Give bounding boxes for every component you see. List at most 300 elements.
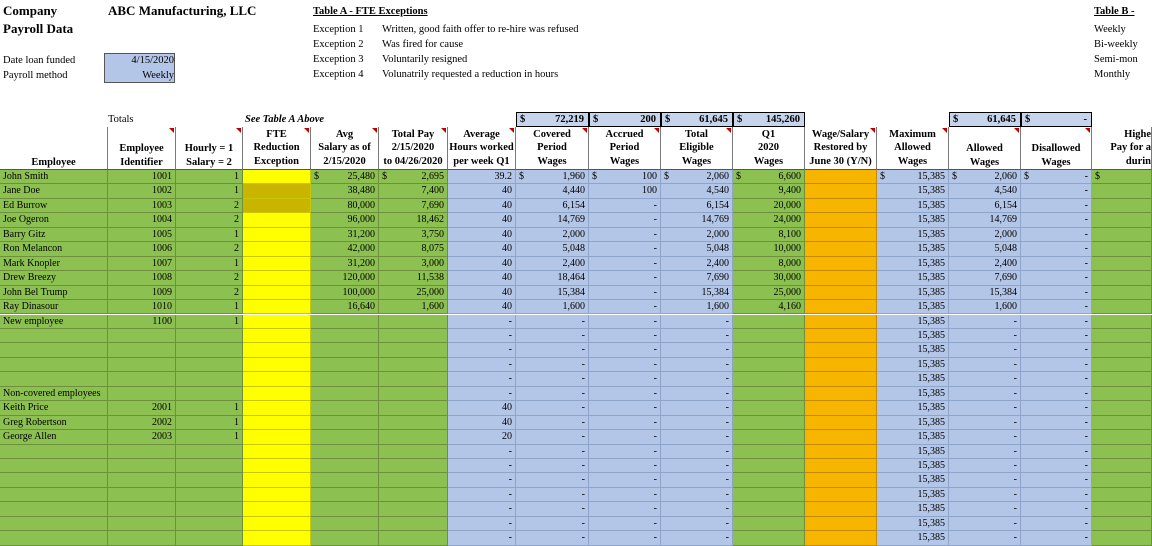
cell-max[interactable]	[877, 387, 949, 401]
cell-id[interactable]	[108, 387, 176, 401]
cell-disallowed[interactable]	[1021, 228, 1092, 242]
cell-covered[interactable]	[516, 473, 589, 487]
cell-name[interactable]	[0, 199, 108, 213]
cell-pay[interactable]	[379, 445, 448, 459]
cell-max[interactable]	[877, 488, 949, 502]
cell-hs[interactable]	[176, 257, 243, 271]
cell-higher[interactable]	[1092, 531, 1152, 545]
cell-fte[interactable]	[243, 315, 311, 329]
cell-allowed[interactable]	[949, 286, 1021, 300]
cell-covered[interactable]	[516, 416, 589, 430]
cell-q1[interactable]	[733, 358, 805, 372]
cell-allowed[interactable]	[949, 488, 1021, 502]
cell-salary[interactable]	[311, 401, 379, 415]
cell-q1[interactable]	[733, 430, 805, 444]
cell-id[interactable]	[108, 170, 176, 184]
cell-fte[interactable]	[243, 242, 311, 256]
cell-hs[interactable]	[176, 387, 243, 401]
cell-fte[interactable]	[243, 343, 311, 357]
cell-salary[interactable]	[311, 502, 379, 516]
cell-disallowed[interactable]	[1021, 358, 1092, 372]
cell-max[interactable]	[877, 271, 949, 285]
cell-disallowed[interactable]	[1021, 315, 1092, 329]
cell-covered[interactable]	[516, 184, 589, 198]
cell-pay[interactable]	[379, 315, 448, 329]
cell-accrued[interactable]	[589, 445, 661, 459]
cell-id[interactable]	[108, 228, 176, 242]
cell-eligible[interactable]	[661, 343, 733, 357]
cell-salary[interactable]	[311, 170, 379, 184]
cell-disallowed[interactable]	[1021, 329, 1092, 343]
cell-hours[interactable]	[448, 358, 516, 372]
cell-name[interactable]	[0, 170, 108, 184]
cell-fte[interactable]	[243, 358, 311, 372]
cell-pay[interactable]	[379, 473, 448, 487]
cell-salary[interactable]	[311, 228, 379, 242]
cell-q1[interactable]	[733, 257, 805, 271]
cell-pay[interactable]	[379, 329, 448, 343]
cell-hours[interactable]	[448, 329, 516, 343]
cell-accrued[interactable]	[589, 387, 661, 401]
cell-higher[interactable]	[1092, 300, 1152, 314]
cell-fte[interactable]	[243, 401, 311, 415]
cell-name[interactable]	[0, 315, 108, 329]
cell-higher[interactable]	[1092, 416, 1152, 430]
cell-covered[interactable]	[516, 517, 589, 531]
cell-q1[interactable]	[733, 199, 805, 213]
cell-hours[interactable]	[448, 473, 516, 487]
cell-restored[interactable]	[805, 170, 877, 184]
cell-accrued[interactable]	[589, 343, 661, 357]
cell-restored[interactable]	[805, 184, 877, 198]
cell-disallowed[interactable]	[1021, 430, 1092, 444]
cell-covered[interactable]	[516, 488, 589, 502]
cell-accrued[interactable]	[589, 170, 661, 184]
cell-allowed[interactable]	[949, 473, 1021, 487]
cell-q1[interactable]	[733, 184, 805, 198]
cell-allowed[interactable]	[949, 358, 1021, 372]
cell-hs[interactable]	[176, 199, 243, 213]
cell-name[interactable]	[0, 531, 108, 545]
cell-accrued[interactable]	[589, 286, 661, 300]
cell-eligible[interactable]	[661, 358, 733, 372]
cell-eligible[interactable]	[661, 517, 733, 531]
cell-fte[interactable]	[243, 372, 311, 386]
cell-name[interactable]	[0, 372, 108, 386]
cell-disallowed[interactable]	[1021, 459, 1092, 473]
cell-max[interactable]	[877, 315, 949, 329]
cell-higher[interactable]	[1092, 430, 1152, 444]
cell-disallowed[interactable]	[1021, 502, 1092, 516]
cell-allowed[interactable]	[949, 387, 1021, 401]
cell-eligible[interactable]	[661, 213, 733, 227]
cell-hs[interactable]	[176, 286, 243, 300]
cell-hours[interactable]	[448, 213, 516, 227]
cell-hs[interactable]	[176, 213, 243, 227]
cell-fte[interactable]	[243, 488, 311, 502]
cell-accrued[interactable]	[589, 329, 661, 343]
cell-eligible[interactable]	[661, 329, 733, 343]
cell-higher[interactable]	[1092, 271, 1152, 285]
cell-disallowed[interactable]	[1021, 257, 1092, 271]
cell-q1[interactable]	[733, 416, 805, 430]
cell-restored[interactable]	[805, 199, 877, 213]
cell-hs[interactable]	[176, 416, 243, 430]
cell-accrued[interactable]	[589, 184, 661, 198]
cell-higher[interactable]	[1092, 387, 1152, 401]
cell-hs[interactable]	[176, 531, 243, 545]
cell-allowed[interactable]	[949, 531, 1021, 545]
cell-covered[interactable]	[516, 228, 589, 242]
cell-pay[interactable]	[379, 184, 448, 198]
cell-disallowed[interactable]	[1021, 445, 1092, 459]
cell-higher[interactable]	[1092, 213, 1152, 227]
cell-pay[interactable]	[379, 358, 448, 372]
cell-id[interactable]	[108, 271, 176, 285]
cell-salary[interactable]	[311, 315, 379, 329]
cell-hours[interactable]	[448, 170, 516, 184]
cell-pay[interactable]	[379, 300, 448, 314]
cell-q1[interactable]	[733, 502, 805, 516]
cell-higher[interactable]	[1092, 315, 1152, 329]
cell-covered[interactable]	[516, 445, 589, 459]
cell-hs[interactable]	[176, 329, 243, 343]
cell-accrued[interactable]	[589, 430, 661, 444]
cell-allowed[interactable]	[949, 228, 1021, 242]
cell-max[interactable]	[877, 416, 949, 430]
cell-higher[interactable]	[1092, 488, 1152, 502]
cell-hs[interactable]	[176, 517, 243, 531]
cell-hours[interactable]	[448, 228, 516, 242]
cell-hs[interactable]	[176, 401, 243, 415]
cell-q1[interactable]	[733, 286, 805, 300]
cell-name[interactable]	[0, 343, 108, 357]
cell-allowed[interactable]	[949, 257, 1021, 271]
cell-id[interactable]	[108, 416, 176, 430]
cell-accrued[interactable]	[589, 257, 661, 271]
cell-id[interactable]	[108, 445, 176, 459]
cell-restored[interactable]	[805, 242, 877, 256]
cell-higher[interactable]	[1092, 401, 1152, 415]
cell-accrued[interactable]	[589, 531, 661, 545]
cell-hours[interactable]	[448, 387, 516, 401]
cell-hs[interactable]	[176, 271, 243, 285]
cell-disallowed[interactable]	[1021, 300, 1092, 314]
cell-hs[interactable]	[176, 184, 243, 198]
cell-eligible[interactable]	[661, 430, 733, 444]
cell-hours[interactable]	[448, 315, 516, 329]
cell-hours[interactable]	[448, 257, 516, 271]
cell-hs[interactable]	[176, 502, 243, 516]
cell-allowed[interactable]	[949, 213, 1021, 227]
cell-hs[interactable]	[176, 372, 243, 386]
cell-max[interactable]	[877, 228, 949, 242]
cell-covered[interactable]	[516, 271, 589, 285]
cell-allowed[interactable]	[949, 242, 1021, 256]
cell-accrued[interactable]	[589, 228, 661, 242]
cell-covered[interactable]	[516, 430, 589, 444]
cell-higher[interactable]	[1092, 343, 1152, 357]
cell-higher[interactable]	[1092, 517, 1152, 531]
cell-restored[interactable]	[805, 416, 877, 430]
cell-eligible[interactable]	[661, 184, 733, 198]
cell-hours[interactable]	[448, 242, 516, 256]
cell-accrued[interactable]	[589, 213, 661, 227]
cell-pay[interactable]	[379, 387, 448, 401]
cell-salary[interactable]	[311, 213, 379, 227]
cell-fte[interactable]	[243, 502, 311, 516]
cell-pay[interactable]	[379, 257, 448, 271]
cell-max[interactable]	[877, 473, 949, 487]
cell-q1[interactable]	[733, 531, 805, 545]
cell-accrued[interactable]	[589, 300, 661, 314]
cell-hours[interactable]	[448, 502, 516, 516]
cell-pay[interactable]	[379, 242, 448, 256]
cell-covered[interactable]	[516, 170, 589, 184]
cell-allowed[interactable]	[949, 459, 1021, 473]
cell-eligible[interactable]	[661, 416, 733, 430]
cell-disallowed[interactable]	[1021, 372, 1092, 386]
cell-covered[interactable]	[516, 199, 589, 213]
cell-hours[interactable]	[448, 445, 516, 459]
cell-id[interactable]	[108, 430, 176, 444]
cell-name[interactable]	[0, 401, 108, 415]
cell-max[interactable]	[877, 213, 949, 227]
cell-max[interactable]	[877, 401, 949, 415]
cell-restored[interactable]	[805, 343, 877, 357]
cell-q1[interactable]	[733, 343, 805, 357]
cell-restored[interactable]	[805, 430, 877, 444]
cell-id[interactable]	[108, 329, 176, 343]
cell-salary[interactable]	[311, 416, 379, 430]
cell-q1[interactable]	[733, 315, 805, 329]
cell-salary[interactable]	[311, 358, 379, 372]
cell-higher[interactable]	[1092, 473, 1152, 487]
cell-q1[interactable]	[733, 387, 805, 401]
cell-fte[interactable]	[243, 329, 311, 343]
cell-covered[interactable]	[516, 372, 589, 386]
cell-eligible[interactable]	[661, 473, 733, 487]
cell-restored[interactable]	[805, 401, 877, 415]
cell-higher[interactable]	[1092, 184, 1152, 198]
cell-hs[interactable]	[176, 430, 243, 444]
cell-q1[interactable]	[733, 372, 805, 386]
cell-max[interactable]	[877, 372, 949, 386]
cell-eligible[interactable]	[661, 271, 733, 285]
cell-q1[interactable]	[733, 517, 805, 531]
cell-hours[interactable]	[448, 300, 516, 314]
cell-fte[interactable]	[243, 473, 311, 487]
cell-allowed[interactable]	[949, 329, 1021, 343]
cell-pay[interactable]	[379, 459, 448, 473]
cell-name[interactable]	[0, 358, 108, 372]
cell-restored[interactable]	[805, 473, 877, 487]
cell-id[interactable]	[108, 242, 176, 256]
cell-max[interactable]	[877, 343, 949, 357]
cell-higher[interactable]	[1092, 257, 1152, 271]
cell-hours[interactable]	[448, 372, 516, 386]
cell-restored[interactable]	[805, 387, 877, 401]
cell-pay[interactable]	[379, 531, 448, 545]
cell-max[interactable]	[877, 184, 949, 198]
cell-fte[interactable]	[243, 170, 311, 184]
cell-higher[interactable]	[1092, 372, 1152, 386]
cell-eligible[interactable]	[661, 372, 733, 386]
cell-disallowed[interactable]	[1021, 170, 1092, 184]
cell-id[interactable]	[108, 184, 176, 198]
cell-eligible[interactable]	[661, 228, 733, 242]
cell-name[interactable]	[0, 517, 108, 531]
cell-hs[interactable]	[176, 300, 243, 314]
cell-id[interactable]	[108, 502, 176, 516]
cell-hs[interactable]	[176, 242, 243, 256]
cell-eligible[interactable]	[661, 387, 733, 401]
cell-name[interactable]	[0, 387, 108, 401]
cell-max[interactable]	[877, 199, 949, 213]
cell-disallowed[interactable]	[1021, 271, 1092, 285]
cell-pay[interactable]	[379, 517, 448, 531]
cell-allowed[interactable]	[949, 199, 1021, 213]
cell-disallowed[interactable]	[1021, 184, 1092, 198]
cell-allowed[interactable]	[949, 343, 1021, 357]
cell-q1[interactable]	[733, 473, 805, 487]
cell-covered[interactable]	[516, 286, 589, 300]
cell-restored[interactable]	[805, 315, 877, 329]
cell-accrued[interactable]	[589, 358, 661, 372]
cell-name[interactable]	[0, 488, 108, 502]
date-loan-value[interactable]: 4/15/2020	[131, 55, 174, 66]
cell-salary[interactable]	[311, 343, 379, 357]
cell-hours[interactable]	[448, 416, 516, 430]
cell-covered[interactable]	[516, 242, 589, 256]
cell-q1[interactable]	[733, 271, 805, 285]
cell-q1[interactable]	[733, 300, 805, 314]
cell-disallowed[interactable]	[1021, 531, 1092, 545]
cell-fte[interactable]	[243, 199, 311, 213]
cell-name[interactable]	[0, 271, 108, 285]
cell-accrued[interactable]	[589, 199, 661, 213]
cell-name[interactable]	[0, 257, 108, 271]
cell-fte[interactable]	[243, 387, 311, 401]
cell-eligible[interactable]	[661, 199, 733, 213]
cell-q1[interactable]	[733, 213, 805, 227]
cell-accrued[interactable]	[589, 315, 661, 329]
cell-id[interactable]	[108, 517, 176, 531]
cell-disallowed[interactable]	[1021, 488, 1092, 502]
cell-max[interactable]	[877, 502, 949, 516]
cell-allowed[interactable]	[949, 416, 1021, 430]
cell-allowed[interactable]	[949, 372, 1021, 386]
cell-fte[interactable]	[243, 459, 311, 473]
cell-hours[interactable]	[448, 531, 516, 545]
cell-name[interactable]	[0, 329, 108, 343]
cell-salary[interactable]	[311, 517, 379, 531]
cell-higher[interactable]	[1092, 445, 1152, 459]
cell-hs[interactable]	[176, 445, 243, 459]
cell-restored[interactable]	[805, 329, 877, 343]
cell-covered[interactable]	[516, 401, 589, 415]
cell-id[interactable]	[108, 488, 176, 502]
cell-pay[interactable]	[379, 416, 448, 430]
cell-pay[interactable]	[379, 213, 448, 227]
cell-restored[interactable]	[805, 502, 877, 516]
cell-accrued[interactable]	[589, 459, 661, 473]
cell-eligible[interactable]	[661, 242, 733, 256]
cell-fte[interactable]	[243, 257, 311, 271]
cell-pay[interactable]	[379, 488, 448, 502]
cell-allowed[interactable]	[949, 445, 1021, 459]
cell-accrued[interactable]	[589, 242, 661, 256]
cell-disallowed[interactable]	[1021, 242, 1092, 256]
cell-covered[interactable]	[516, 343, 589, 357]
cell-eligible[interactable]	[661, 401, 733, 415]
cell-higher[interactable]	[1092, 358, 1152, 372]
cell-hours[interactable]	[448, 517, 516, 531]
cell-salary[interactable]	[311, 473, 379, 487]
cell-id[interactable]	[108, 343, 176, 357]
cell-hours[interactable]	[448, 184, 516, 198]
cell-name[interactable]	[0, 228, 108, 242]
cell-higher[interactable]	[1092, 329, 1152, 343]
cell-hs[interactable]	[176, 343, 243, 357]
cell-id[interactable]	[108, 372, 176, 386]
cell-disallowed[interactable]	[1021, 343, 1092, 357]
cell-q1[interactable]	[733, 459, 805, 473]
cell-max[interactable]	[877, 517, 949, 531]
cell-accrued[interactable]	[589, 502, 661, 516]
cell-pay[interactable]	[379, 502, 448, 516]
cell-covered[interactable]	[516, 502, 589, 516]
cell-allowed[interactable]	[949, 271, 1021, 285]
cell-salary[interactable]	[311, 531, 379, 545]
cell-allowed[interactable]	[949, 170, 1021, 184]
cell-name[interactable]	[0, 473, 108, 487]
cell-salary[interactable]	[311, 199, 379, 213]
cell-covered[interactable]	[516, 300, 589, 314]
cell-higher[interactable]	[1092, 502, 1152, 516]
cell-id[interactable]	[108, 213, 176, 227]
cell-salary[interactable]	[311, 242, 379, 256]
cell-hours[interactable]	[448, 271, 516, 285]
cell-max[interactable]	[877, 242, 949, 256]
cell-allowed[interactable]	[949, 517, 1021, 531]
cell-accrued[interactable]	[589, 488, 661, 502]
cell-accrued[interactable]	[589, 372, 661, 386]
cell-accrued[interactable]	[589, 401, 661, 415]
cell-q1[interactable]	[733, 228, 805, 242]
cell-max[interactable]	[877, 257, 949, 271]
cell-fte[interactable]	[243, 517, 311, 531]
payroll-method-value[interactable]: Weekly	[142, 70, 174, 81]
cell-name[interactable]	[0, 445, 108, 459]
cell-hours[interactable]	[448, 401, 516, 415]
cell-covered[interactable]	[516, 358, 589, 372]
cell-q1[interactable]	[733, 170, 805, 184]
cell-restored[interactable]	[805, 228, 877, 242]
cell-salary[interactable]	[311, 445, 379, 459]
cell-id[interactable]	[108, 257, 176, 271]
cell-eligible[interactable]	[661, 502, 733, 516]
cell-name[interactable]	[0, 213, 108, 227]
cell-disallowed[interactable]	[1021, 286, 1092, 300]
cell-pay[interactable]	[379, 271, 448, 285]
cell-pay[interactable]	[379, 343, 448, 357]
cell-fte[interactable]	[243, 228, 311, 242]
cell-allowed[interactable]	[949, 502, 1021, 516]
cell-salary[interactable]	[311, 387, 379, 401]
cell-name[interactable]	[0, 416, 108, 430]
cell-hours[interactable]	[448, 199, 516, 213]
